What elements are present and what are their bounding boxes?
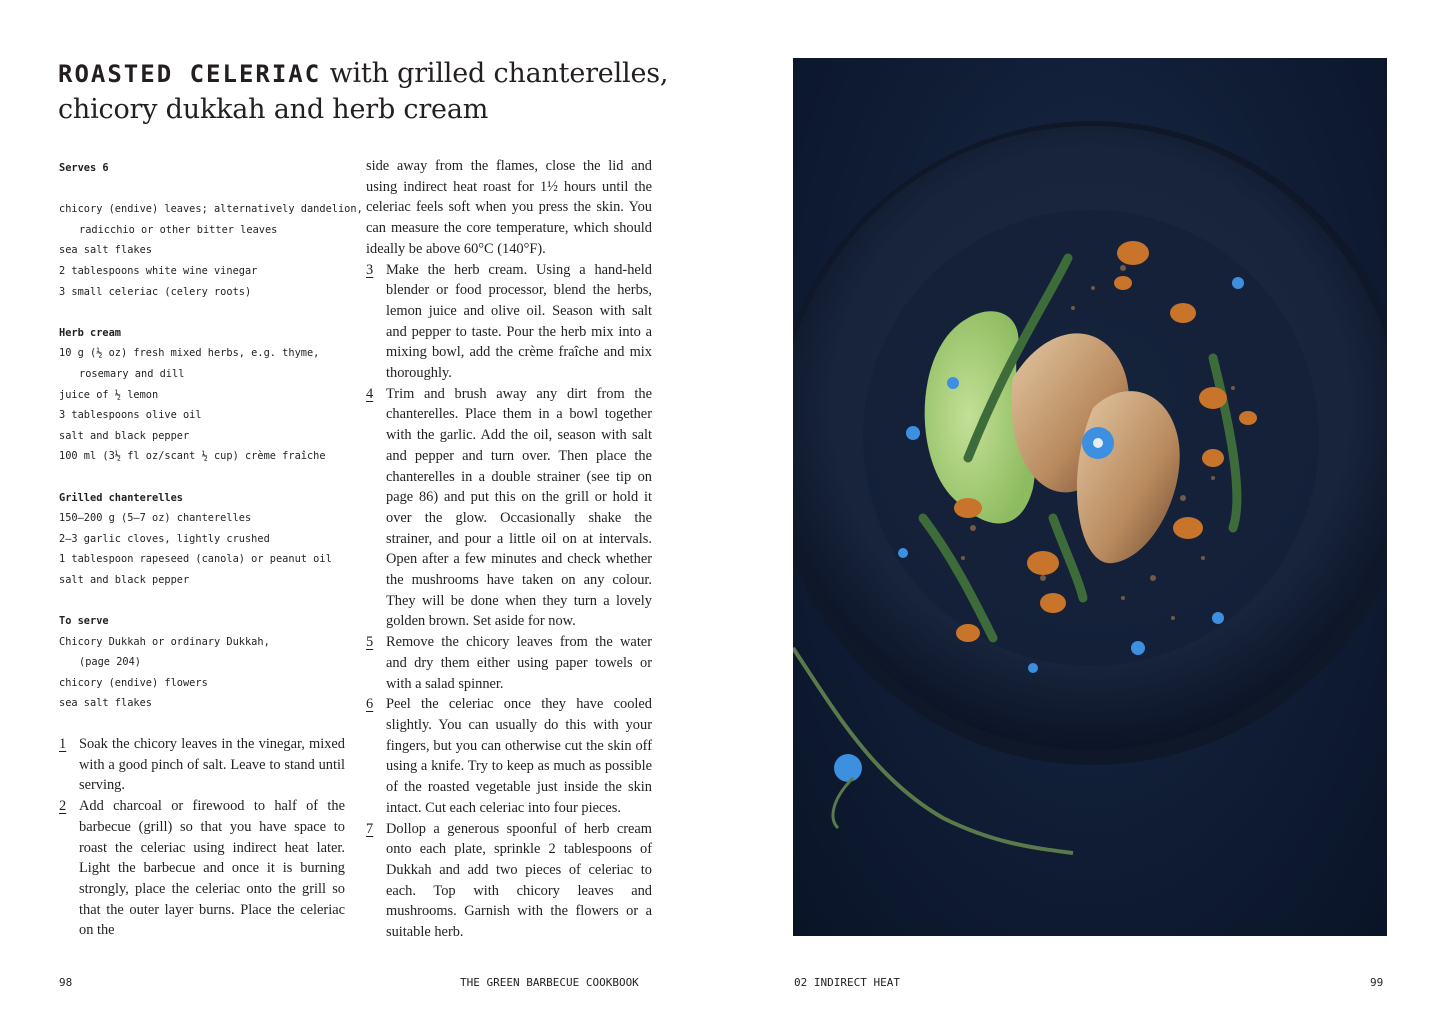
plate-illustration bbox=[793, 58, 1387, 936]
ingredient-line: 2 tablespoons white wine vinegar bbox=[59, 264, 258, 277]
step-number: 1 bbox=[59, 736, 67, 752]
ingredient-line: 10 g (½ oz) fresh mixed herbs, e.g. thyme, bbox=[59, 347, 320, 360]
ingredient-line: 1 tablespoon rapeseed (canola) or peanut oil bbox=[59, 553, 332, 566]
recipe-photo bbox=[793, 58, 1387, 936]
flower-center bbox=[1093, 438, 1103, 448]
step-text: Soak the chicory leaves in the vinegar, mixed with a good pinch of salt. Leave to stand until serving. bbox=[79, 736, 345, 794]
ingredient-line: 100 ml (3½ fl oz/scant ½ cup) crème fraîche bbox=[59, 450, 326, 463]
running-head-chapter bbox=[794, 976, 900, 989]
step-number: 4 bbox=[366, 385, 374, 402]
ingredient-line: (page 204) bbox=[79, 656, 141, 669]
step-text: Add charcoal or firewood to half of the barbecue (grill) so that you have space to roast the celeriac using indirect heat later. Light the barbecue and once it is burning strongly, place the celeriac onto the grill so that the outer layer burns. Place the celeriac on the bbox=[79, 798, 345, 939]
chicory-stem-branch bbox=[833, 778, 853, 828]
ingredient-spacer bbox=[59, 302, 359, 323]
step-number: 2 bbox=[59, 798, 67, 815]
ingredient-section-heading: To serve bbox=[59, 615, 109, 628]
ingredient-line: 3 tablespoons olive oil bbox=[59, 409, 202, 422]
method-step bbox=[366, 632, 652, 694]
page-number-left: 98 bbox=[59, 976, 73, 989]
method-step bbox=[366, 819, 652, 943]
recipe-title-main: ROASTED CELERIAC bbox=[58, 60, 322, 88]
step-text: Make the herb cream. Using a hand-held blender or food processor, blend the herbs, lemon juice and olive oil. Season with salt and pepper to taste. Pour the herb mix into a mixing bowl, add the crème fraîche and mix thoroughly. bbox=[386, 261, 652, 382]
method-step bbox=[366, 260, 652, 384]
step-number: 7 bbox=[366, 820, 374, 837]
ingredient-list bbox=[59, 158, 363, 714]
method-steps-right bbox=[366, 260, 652, 943]
page-number-right: 99 bbox=[1370, 976, 1384, 989]
method-column-left bbox=[59, 734, 345, 941]
step-text: Remove the chicory leaves from the water and dry them either using paper towels or with a salad spinner. bbox=[386, 634, 652, 692]
ingredient-line: salt and black pepper bbox=[59, 573, 190, 586]
ingredient-line: sea salt flakes bbox=[59, 697, 152, 710]
method-continuation: side away from the flames, close the lid and using indirect heat roast for 1½ hours until the celeriac feels soft when you press the skin. You can measure the core temperature, which should ideally be above 60°C (140°F). bbox=[366, 158, 652, 257]
step-number: 3 bbox=[366, 261, 374, 278]
method-step bbox=[366, 384, 652, 632]
ingredient-line: chicory (endive) leaves; alternatively dandelion, bbox=[59, 203, 363, 216]
step-text: Dollop a generous spoonful of herb cream onto each plate, sprinkle 2 tablespoons of Dukkah and add two pieces of celeriac to each. Top with chicory leaves and mushrooms. Garnish with the flowers or a suitable herb. bbox=[386, 820, 652, 941]
recipe-title bbox=[58, 56, 678, 128]
ingredient-section-heading: Herb cream bbox=[59, 326, 121, 339]
ingredient-line: rosemary and dill bbox=[79, 367, 185, 380]
ingredient-spacer bbox=[59, 590, 359, 611]
running-head-book-title: THE GREEN BARBECUE COOKBOOK bbox=[460, 976, 639, 989]
ingredient-line: radicchio or other bitter leaves bbox=[79, 223, 278, 236]
ingredient-line: Chicory Dukkah or ordinary Dukkah, bbox=[59, 635, 270, 648]
ingredient-line: 3 small celeriac (celery roots) bbox=[59, 285, 252, 298]
ingredient-line: 2–3 garlic cloves, lightly crushed bbox=[59, 532, 270, 545]
ingredient-line: chicory (endive) flowers bbox=[59, 676, 208, 689]
ingredient-section-heading: Serves 6 bbox=[59, 162, 109, 174]
step-number: 6 bbox=[366, 696, 374, 713]
step-number: 5 bbox=[366, 634, 374, 651]
chapter-name: INDIRECT HEAT bbox=[813, 976, 900, 989]
ingredient-line: 150–200 g (5–7 oz) chanterelles bbox=[59, 512, 252, 525]
ingredient-spacer bbox=[59, 179, 359, 200]
step-text: Peel the celeriac once they have cooled slightly. You can usually do this with your fingers, but you can otherwise cut the skin off using a knife. Try to keep as much as possible of the roasted vegetable just inside the skin intact. Cut each celeriac into four pieces. bbox=[386, 696, 652, 816]
step-text: Trim and brush away any dirt from the chanterelles. Place them in a bowl together with the garlic. Add the oil, season with salt and pepper and turn over. Then place the chanterelles in a double strainer (see tip on page 86) and put this on the grill or hold it over the glow. Occasionally shake the strainer, and pour a little oil on at intervals. Open after a few minutes and check whether the mushrooms have taken on any colour. They will be done when they turn a lovely golden brown. Set aside for now. bbox=[386, 385, 652, 630]
ingredient-section-heading: Grilled chanterelles bbox=[59, 491, 183, 504]
ingredient-line: juice of ½ lemon bbox=[59, 388, 159, 401]
recipe-title-subtitle: with grilled chanterelles, chicory dukkah and herb cream bbox=[58, 58, 669, 125]
method-column-right bbox=[366, 156, 652, 943]
method-step bbox=[59, 734, 345, 796]
ingredient-line: sea salt flakes bbox=[59, 244, 152, 257]
chapter-number: 02 bbox=[794, 976, 808, 989]
method-step bbox=[366, 694, 652, 818]
ingredient-spacer bbox=[59, 467, 359, 488]
ingredient-line: salt and black pepper bbox=[59, 429, 190, 442]
method-step bbox=[59, 796, 345, 941]
